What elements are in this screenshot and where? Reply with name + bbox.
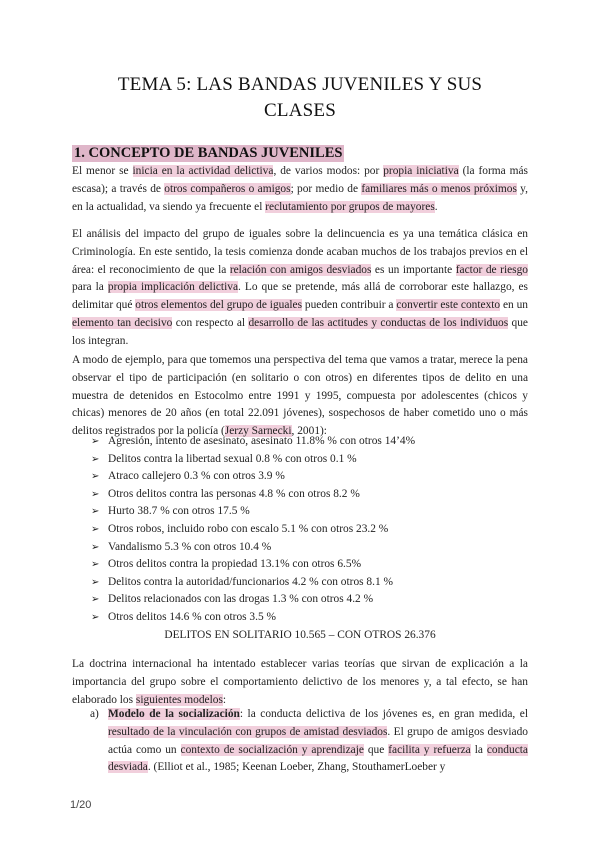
- highlight: otros elementos del grupo de iguales: [135, 299, 303, 312]
- arrow-bullet-icon: ➢: [91, 488, 100, 500]
- document-title: [70, 72, 530, 124]
- highlight: siguientes modelos: [135, 693, 223, 706]
- highlight: factor de riesgo: [455, 263, 528, 276]
- paragraph-3: [72, 352, 528, 441]
- arrow-bullet-icon: ➢: [91, 523, 100, 535]
- title-line-2: CLASES: [264, 100, 336, 121]
- paragraph-1: [72, 163, 528, 216]
- list-item-text: Atraco callejero 0.3 % con otros 3.9 %: [108, 470, 285, 483]
- highlight: inicia en la actividad delictiva: [132, 165, 274, 177]
- text-run: :: [222, 693, 227, 706]
- list-item: [91, 468, 531, 486]
- list-item-text: Delitos contra la libertad sexual 0.8 % con otros 0.1 %: [108, 452, 357, 465]
- list-item-text: Vandalismo 5.3 % con otros 10.4 %: [108, 540, 272, 553]
- text-run: El menor se: [72, 165, 133, 177]
- list-item-text: Delitos contra la autoridad/funcionarios 4.2 % con otros 8.1 %: [108, 575, 394, 588]
- arrow-bullet-icon: ➢: [91, 506, 100, 518]
- text-run: . El grupo de amigos desviado actúa como un: [108, 725, 528, 756]
- text-run: El análisis del impacto del grupo de iguales sobre la delincuencia es ya una temática clásica en Criminología. En este sentido, la tesis comienza donde acaban muchos de los trabajos previos en el área: el reconocimiento de que la: [72, 228, 528, 276]
- text-run: La doctrina internacional ha intentado establecer varias teorías que sirvan de explicación a la importancia del grupo sobre el comportamiento delictivo de los menores y, a tal efecto, se han elaborado los: [72, 658, 528, 706]
- list-item-text: Otros delitos contra las personas 4.8 % con otros 8.2 %: [108, 487, 360, 500]
- highlight: propia iniciativa: [383, 165, 459, 177]
- paragraph-4: [72, 656, 528, 709]
- text-run: (la forma más escasa); a través de: [72, 165, 528, 195]
- crime-type-list: [91, 433, 531, 627]
- arrow-bullet-icon: ➢: [91, 576, 100, 588]
- text-run: . (Elliot et al., 1985; Keenan Loeber, Zhang, StouthamerLoeber y: [147, 761, 446, 774]
- list-item: [91, 503, 531, 521]
- highlight: resultado de la vinculación con grupos de amistad desviados: [108, 725, 388, 738]
- text-run: con respecto al: [172, 316, 249, 329]
- list-item: [91, 451, 531, 469]
- page-number: 1/20: [70, 799, 92, 811]
- item-body: [108, 706, 528, 777]
- list-item: [91, 521, 531, 539]
- paragraph-2: [72, 226, 528, 351]
- text-run: que los integran.: [72, 316, 528, 347]
- highlight: facilita y refuerza: [388, 743, 471, 756]
- list-item-text: Otros robos, incluido robo con escalo 5.1 % con otros 23.2 %: [108, 522, 389, 535]
- text-run: .: [434, 200, 438, 213]
- text-run: la: [470, 743, 487, 756]
- text-run: . Lo que se pretende, más allá de corroborar este hallazgo, es delimitar qué: [72, 281, 528, 312]
- list-item: [91, 556, 531, 574]
- highlight: familiares más o menos próximos: [361, 182, 517, 195]
- text-run: es un importante: [371, 263, 456, 276]
- model-name: Modelo de la socialización: [108, 708, 240, 720]
- text-run: que: [363, 743, 389, 756]
- highlight: elemento tan decisivo: [72, 316, 173, 329]
- arrow-bullet-icon: ➢: [91, 559, 100, 571]
- model-item-a: [90, 706, 528, 777]
- highlight: otros compañeros o amigos: [164, 182, 291, 195]
- arrow-bullet-icon: ➢: [91, 611, 100, 623]
- highlight: contexto de socialización y aprendizaje: [180, 743, 364, 756]
- list-item: [91, 539, 531, 557]
- highlight: propia implicación delictiva: [107, 281, 239, 294]
- highlight: reclutamiento por grupos de mayores: [265, 200, 435, 213]
- list-item: [91, 486, 531, 504]
- summary-line: DELITOS EN SOLITARIO 10.565 – CON OTROS 26.376: [164, 629, 436, 641]
- highlight: Jerzy Sarnecki: [224, 425, 292, 438]
- list-item: [91, 591, 531, 609]
- list-item: [91, 609, 531, 627]
- arrow-bullet-icon: ➢: [91, 453, 100, 465]
- arrow-bullet-icon: ➢: [91, 594, 100, 606]
- list-item-text: Otros delitos contra la propiedad 13.1% con otros 6.5%: [108, 558, 362, 571]
- highlight: convertir este contexto: [396, 299, 501, 312]
- text-run: , de varios modos: por: [273, 165, 384, 177]
- title-line-1: TEMA 5: LAS BANDAS JUVENILES Y SUS: [117, 74, 483, 95]
- highlight: relación con amigos desviados: [229, 263, 372, 276]
- text-run: para la: [72, 281, 108, 294]
- list-item-text: Agresión, intento de asesinato, asesinato 11.8% % con otros 14’4%: [108, 435, 416, 447]
- list-item: [91, 433, 531, 451]
- list-item-text: Delitos relacionados con las drogas 1.3 % con otros 4.2 %: [108, 593, 374, 606]
- section-heading: 1. CONCEPTO DE BANDAS JUVENILES: [74, 145, 343, 161]
- item-marker: a): [90, 708, 99, 720]
- text-run: : la conducta delictiva de los jóvenes es, en gran medida, el: [239, 708, 528, 720]
- text-run: ; por medio de: [290, 182, 362, 195]
- highlight: desarrollo de las actitudes y conductas de los individuos: [248, 316, 509, 329]
- text-run: A modo de ejemplo, para que tomemos una perspectiva del tema que vamos a tratar, merece la pena observar el tipo de participación (en solitario o con otros) en diferentes tipos de delito en una muestra de detenidos en Estocolmo entre 1991 y 1995, compuesta por adolescentes (chicos y chicas) menores de 20 años (en total 22.091 jóvenes), sospechosos de haber cometido uno o más delitos registrados por la policía (: [72, 354, 528, 438]
- list-item-text: Hurto 38.7 % con otros 17.5 %: [108, 505, 250, 518]
- text-run: , 2001):: [291, 425, 327, 438]
- text-run: y, en la actualidad, va siendo ya frecuente el: [72, 182, 528, 213]
- highlight: conducta desviada: [108, 743, 528, 774]
- arrow-bullet-icon: ➢: [91, 436, 100, 447]
- list-item: [91, 574, 531, 592]
- arrow-bullet-icon: ➢: [91, 471, 100, 483]
- text-run: en un: [500, 299, 528, 312]
- list-item-text: Otros delitos 14.6 % con otros 3.5 %: [108, 610, 276, 623]
- text-run: pueden contribuir a: [302, 299, 397, 312]
- arrow-bullet-icon: ➢: [91, 541, 100, 553]
